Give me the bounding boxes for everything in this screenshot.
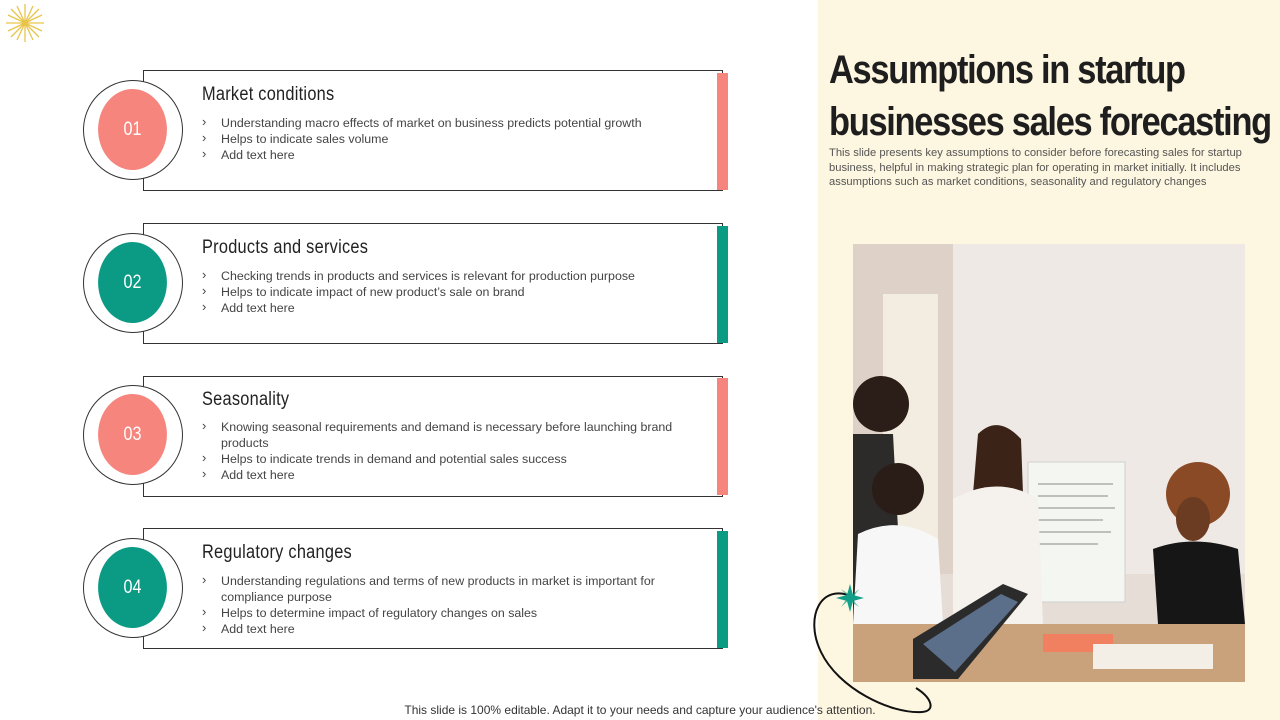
card-accent-bar-3 — [717, 378, 728, 495]
bullet-item: › Add text here — [202, 621, 702, 637]
card-title-1: Market conditions — [202, 84, 335, 105]
bullet-item: › Helps to indicate impact of new product’s sale on brand — [202, 284, 702, 300]
bullet-item: › Add text here — [202, 300, 702, 316]
sun-decoration-icon — [4, 2, 46, 44]
slide-title — [829, 44, 1271, 148]
bullet-item: › Add text here — [202, 147, 702, 163]
card-accent-bar-2 — [717, 226, 728, 343]
swirl-decoration-icon — [806, 572, 946, 720]
bullet-item: › Helps to determine impact of regulatory changes on sales — [202, 605, 702, 621]
bullet-list-1 — [202, 115, 702, 163]
card-title-3: Seasonality — [202, 389, 290, 410]
card-accent-bar-1 — [717, 73, 728, 190]
card-accent-bar-4 — [717, 531, 728, 648]
slide-description: This slide presents key assumptions to consider before forecasting sales for startup business, helpful in making strategic plan for operating in market initially. It includes assumptions such as market conditions, seasonality and regulatory changes — [829, 147, 1242, 189]
footer-note: This slide is 100% editable. Adapt it to your needs and capture your audience's attention. — [404, 703, 876, 717]
bullet-list-2 — [202, 268, 702, 316]
bullet-item: › Checking trends in products and services is relevant for production purpose — [202, 268, 702, 284]
number-badge-2: 02 — [98, 242, 167, 323]
number-badge-1: 01 — [98, 89, 167, 170]
bullet-list-3 — [202, 419, 702, 483]
title-line-2: businesses sales forecasting — [829, 100, 1271, 144]
card-title-2: Products and services — [202, 237, 369, 258]
bullet-item: › Knowing seasonal requirements and demand is necessary before launching brand products — [202, 419, 702, 451]
bullet-list-4 — [202, 573, 702, 637]
bullet-item: › Understanding regulations and terms of new products in market is important for compliance purpose — [202, 573, 702, 605]
bullet-item: › Helps to indicate trends in demand and potential sales success — [202, 451, 702, 467]
title-line-1: Assumptions in startup — [829, 48, 1185, 92]
number-badge-3: 03 — [98, 394, 167, 475]
bullet-item: › Helps to indicate sales volume — [202, 131, 702, 147]
card-title-4: Regulatory changes — [202, 542, 352, 563]
bullet-item: › Add text here — [202, 467, 702, 483]
bullet-item: › Understanding macro effects of market on business predicts potential growth — [202, 115, 702, 131]
number-badge-4: 04 — [98, 547, 167, 628]
